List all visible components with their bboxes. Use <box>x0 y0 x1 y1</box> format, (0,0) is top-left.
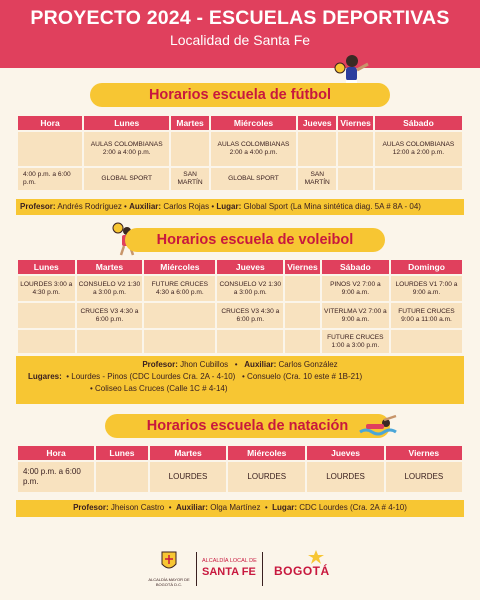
voleibol-schedule-table <box>16 258 464 355</box>
table-row <box>18 330 462 353</box>
table-cell: LOURDES 3:00 a 4:30 p.m. <box>18 276 75 301</box>
bogota-star-icon <box>308 550 324 564</box>
column-header: Jueves <box>298 116 336 130</box>
table-cell: LOURDES <box>307 462 383 492</box>
voleibol-places-line-2: • Coliseo Las Cruces (Calle 1C # 4-14) <box>90 384 228 393</box>
table-cell <box>217 330 283 353</box>
column-header: Miércoles <box>211 116 296 130</box>
table-cell: LOURDES <box>386 462 462 492</box>
table-cell: FUTURE CRUCES 1:00 a 3:00 p.m. <box>322 330 389 353</box>
table-cell: CRUCES V3 4:30 a 6:00 p.m. <box>217 303 283 328</box>
table-header-row <box>18 260 462 274</box>
column-header: Lunes <box>96 446 148 460</box>
auxiliar-name: Olga Martínez <box>210 503 261 512</box>
auxiliar-label: Auxiliar: <box>129 202 162 211</box>
profesor-label: Profesor: <box>142 360 178 369</box>
column-header: Martes <box>171 116 208 130</box>
column-header: Domingo <box>391 260 462 274</box>
column-header: Sábado <box>322 260 389 274</box>
page-subtitle: Localidad de Santa Fe <box>169 32 311 48</box>
auxiliar-name: Carlos González <box>278 360 338 369</box>
table-cell: AULAS COLOMBIANAS 2:00 a 4:00 p.m. <box>211 132 296 166</box>
voleibol-section-title: Horarios escuela de voleibol <box>125 228 385 252</box>
table-header-row <box>18 116 462 130</box>
table-cell: LOURDES V1 7:00 a 9:00 a.m. <box>391 276 462 301</box>
profesor-label: Profesor: <box>20 202 56 211</box>
table-cell: SAN MARTÍN <box>171 168 208 190</box>
profesor-name: Jhon Cubillos <box>180 360 229 369</box>
bogota-coat-of-arms-icon <box>160 550 178 574</box>
column-header: Hora <box>18 116 82 130</box>
futbol-info-bar: Profesor: Andrés Rodríguez • Auxiliar: Carlos Rojas • Lugar: Global Sport (La Mina sintética diag. 5A # 8A - 04) <box>16 199 464 215</box>
lugar-value: Lourdes - Pinos (CDC Lourdes Cra. 2A - 4-10) <box>71 372 236 381</box>
table-cell <box>18 303 75 328</box>
lugar-value: CDC Lourdes (Cra. 2A # 4-10) <box>299 503 407 512</box>
table-cell <box>285 276 320 301</box>
lugares-label: Lugares: <box>28 372 62 381</box>
table-cell <box>375 168 462 190</box>
column-header: Martes <box>150 446 226 460</box>
footer-divider <box>196 552 197 586</box>
column-header: Lunes <box>18 260 75 274</box>
column-header: Sábado <box>375 116 462 130</box>
voleibol-info-box <box>16 356 464 404</box>
page-header <box>0 0 480 68</box>
lugar-label: Lugar: <box>272 503 298 512</box>
table-row <box>18 303 462 328</box>
auxiliar-label: Auxiliar: <box>244 360 277 369</box>
column-header: Martes <box>77 260 143 274</box>
table-cell: CONSUELO V2 1:30 a 3:00 p.m. <box>217 276 283 301</box>
table-cell: CONSUELO V2 1:30 a 3:00 p.m. <box>77 276 143 301</box>
profesor-name: Andrés Rodríguez <box>57 202 122 211</box>
lugar-value: Consuelo (Cra. 10 este # 1B-21) <box>247 372 363 381</box>
table-cell: VITERLMA V2 7:00 a 9:00 a.m. <box>322 303 389 328</box>
table-cell: 4:00 p.m. a 6:00 p.m. <box>18 168 82 190</box>
column-header: Miércoles <box>228 446 305 460</box>
table-cell <box>391 330 462 353</box>
profesor-name: Jheison Castro <box>110 503 165 512</box>
profesor-label: Profesor: <box>73 503 109 512</box>
footer-logos <box>0 540 480 600</box>
table-row <box>18 462 462 492</box>
page-title: PROYECTO 2024 - ESCUELAS DEPORTIVAS <box>30 7 450 29</box>
table-cell <box>171 132 208 166</box>
column-header: Viernes <box>340 118 371 128</box>
futbol-section-title: Horarios escuela de fútbol <box>90 83 390 107</box>
column-header: Miércoles <box>144 260 215 274</box>
table-header-row <box>18 446 462 460</box>
auxiliar-name: Carlos Rojas <box>163 202 210 211</box>
lugar-value: Global Sport (La Mina sintética diag. 5A # 8A - 04) <box>243 202 421 211</box>
table-cell <box>18 330 75 353</box>
column-header: Lunes <box>84 116 169 130</box>
table-cell: 4:00 p.m. a 6:00 p.m. <box>18 462 94 492</box>
natacion-section-title: Horarios escuela de natación <box>105 414 390 438</box>
footer-divider <box>262 552 263 586</box>
column-header: Viernes <box>287 262 318 272</box>
table-cell <box>77 330 143 353</box>
table-cell <box>18 132 82 166</box>
table-cell <box>144 303 215 328</box>
table-cell: AULAS COLOMBIANAS 12:00 a 2:00 p.m. <box>375 132 462 166</box>
alcaldia-local-text: ALCALDÍA LOCAL DE <box>202 558 257 564</box>
column-header: Viernes <box>386 446 462 460</box>
table-cell: SAN MARTÍN <box>298 168 336 190</box>
table-cell <box>285 303 320 328</box>
table-cell: CRUCES V3 4:30 a 6:00 p.m. <box>77 303 143 328</box>
table-cell <box>144 330 215 353</box>
table-cell: GLOBAL SPORT <box>211 168 296 190</box>
table-cell: FUTURE CRUCES 9:00 a 11:00 a.m. <box>391 303 462 328</box>
natacion-info-bar: Profesor: Jheison Castro • Auxiliar: Olga Martínez • Lugar: CDC Lourdes (Cra. 2A # 4-10) <box>16 500 464 517</box>
table-cell: FUTURE CRUCES 4:30 a 6:00 p.m. <box>144 276 215 301</box>
column-header: Hora <box>18 446 94 460</box>
alcaldia-mayor-text: ALCALDÍA MAYOR DE BOGOTÁ D.C. <box>148 577 190 587</box>
table-cell <box>298 132 336 166</box>
column-header: Jueves <box>307 446 383 460</box>
table-cell: GLOBAL SPORT <box>84 168 169 190</box>
voleibol-places-line: Lugares: • Lourdes - Pinos (CDC Lourdes Cra. 2A - 4-10) • Consuelo (Cra. 10 este # 1B-21) <box>28 372 363 381</box>
lugar-label: Lugar: <box>216 202 242 211</box>
futbol-schedule-table <box>16 114 464 192</box>
auxiliar-label: Auxiliar: <box>175 503 208 512</box>
table-cell <box>96 462 148 492</box>
table-row <box>18 168 462 190</box>
table-cell: LOURDES <box>228 462 305 492</box>
table-cell <box>338 132 373 166</box>
voleibol-staff-line: Profesor: Jhon Cubillos • Auxiliar: Carlos González <box>142 360 338 369</box>
table-cell <box>285 330 320 353</box>
natacion-schedule-table <box>16 444 464 494</box>
table-cell: LOURDES <box>150 462 226 492</box>
lugar-value: Coliseo Las Cruces (Calle 1C # 4-14) <box>95 384 228 393</box>
table-cell <box>338 168 373 190</box>
bogota-logo-text: BOGOTÁ <box>274 564 330 578</box>
santa-fe-text: SANTA FE <box>202 566 256 578</box>
swimmer-icon <box>358 412 402 440</box>
column-header: Jueves <box>217 260 283 274</box>
table-row <box>18 276 462 301</box>
table-row <box>18 132 462 166</box>
table-cell: AULAS COLOMBIANAS 2:00 a 4:00 p.m. <box>84 132 169 166</box>
table-cell: PINOS V2 7:00 a 9:00 a.m. <box>322 276 389 301</box>
